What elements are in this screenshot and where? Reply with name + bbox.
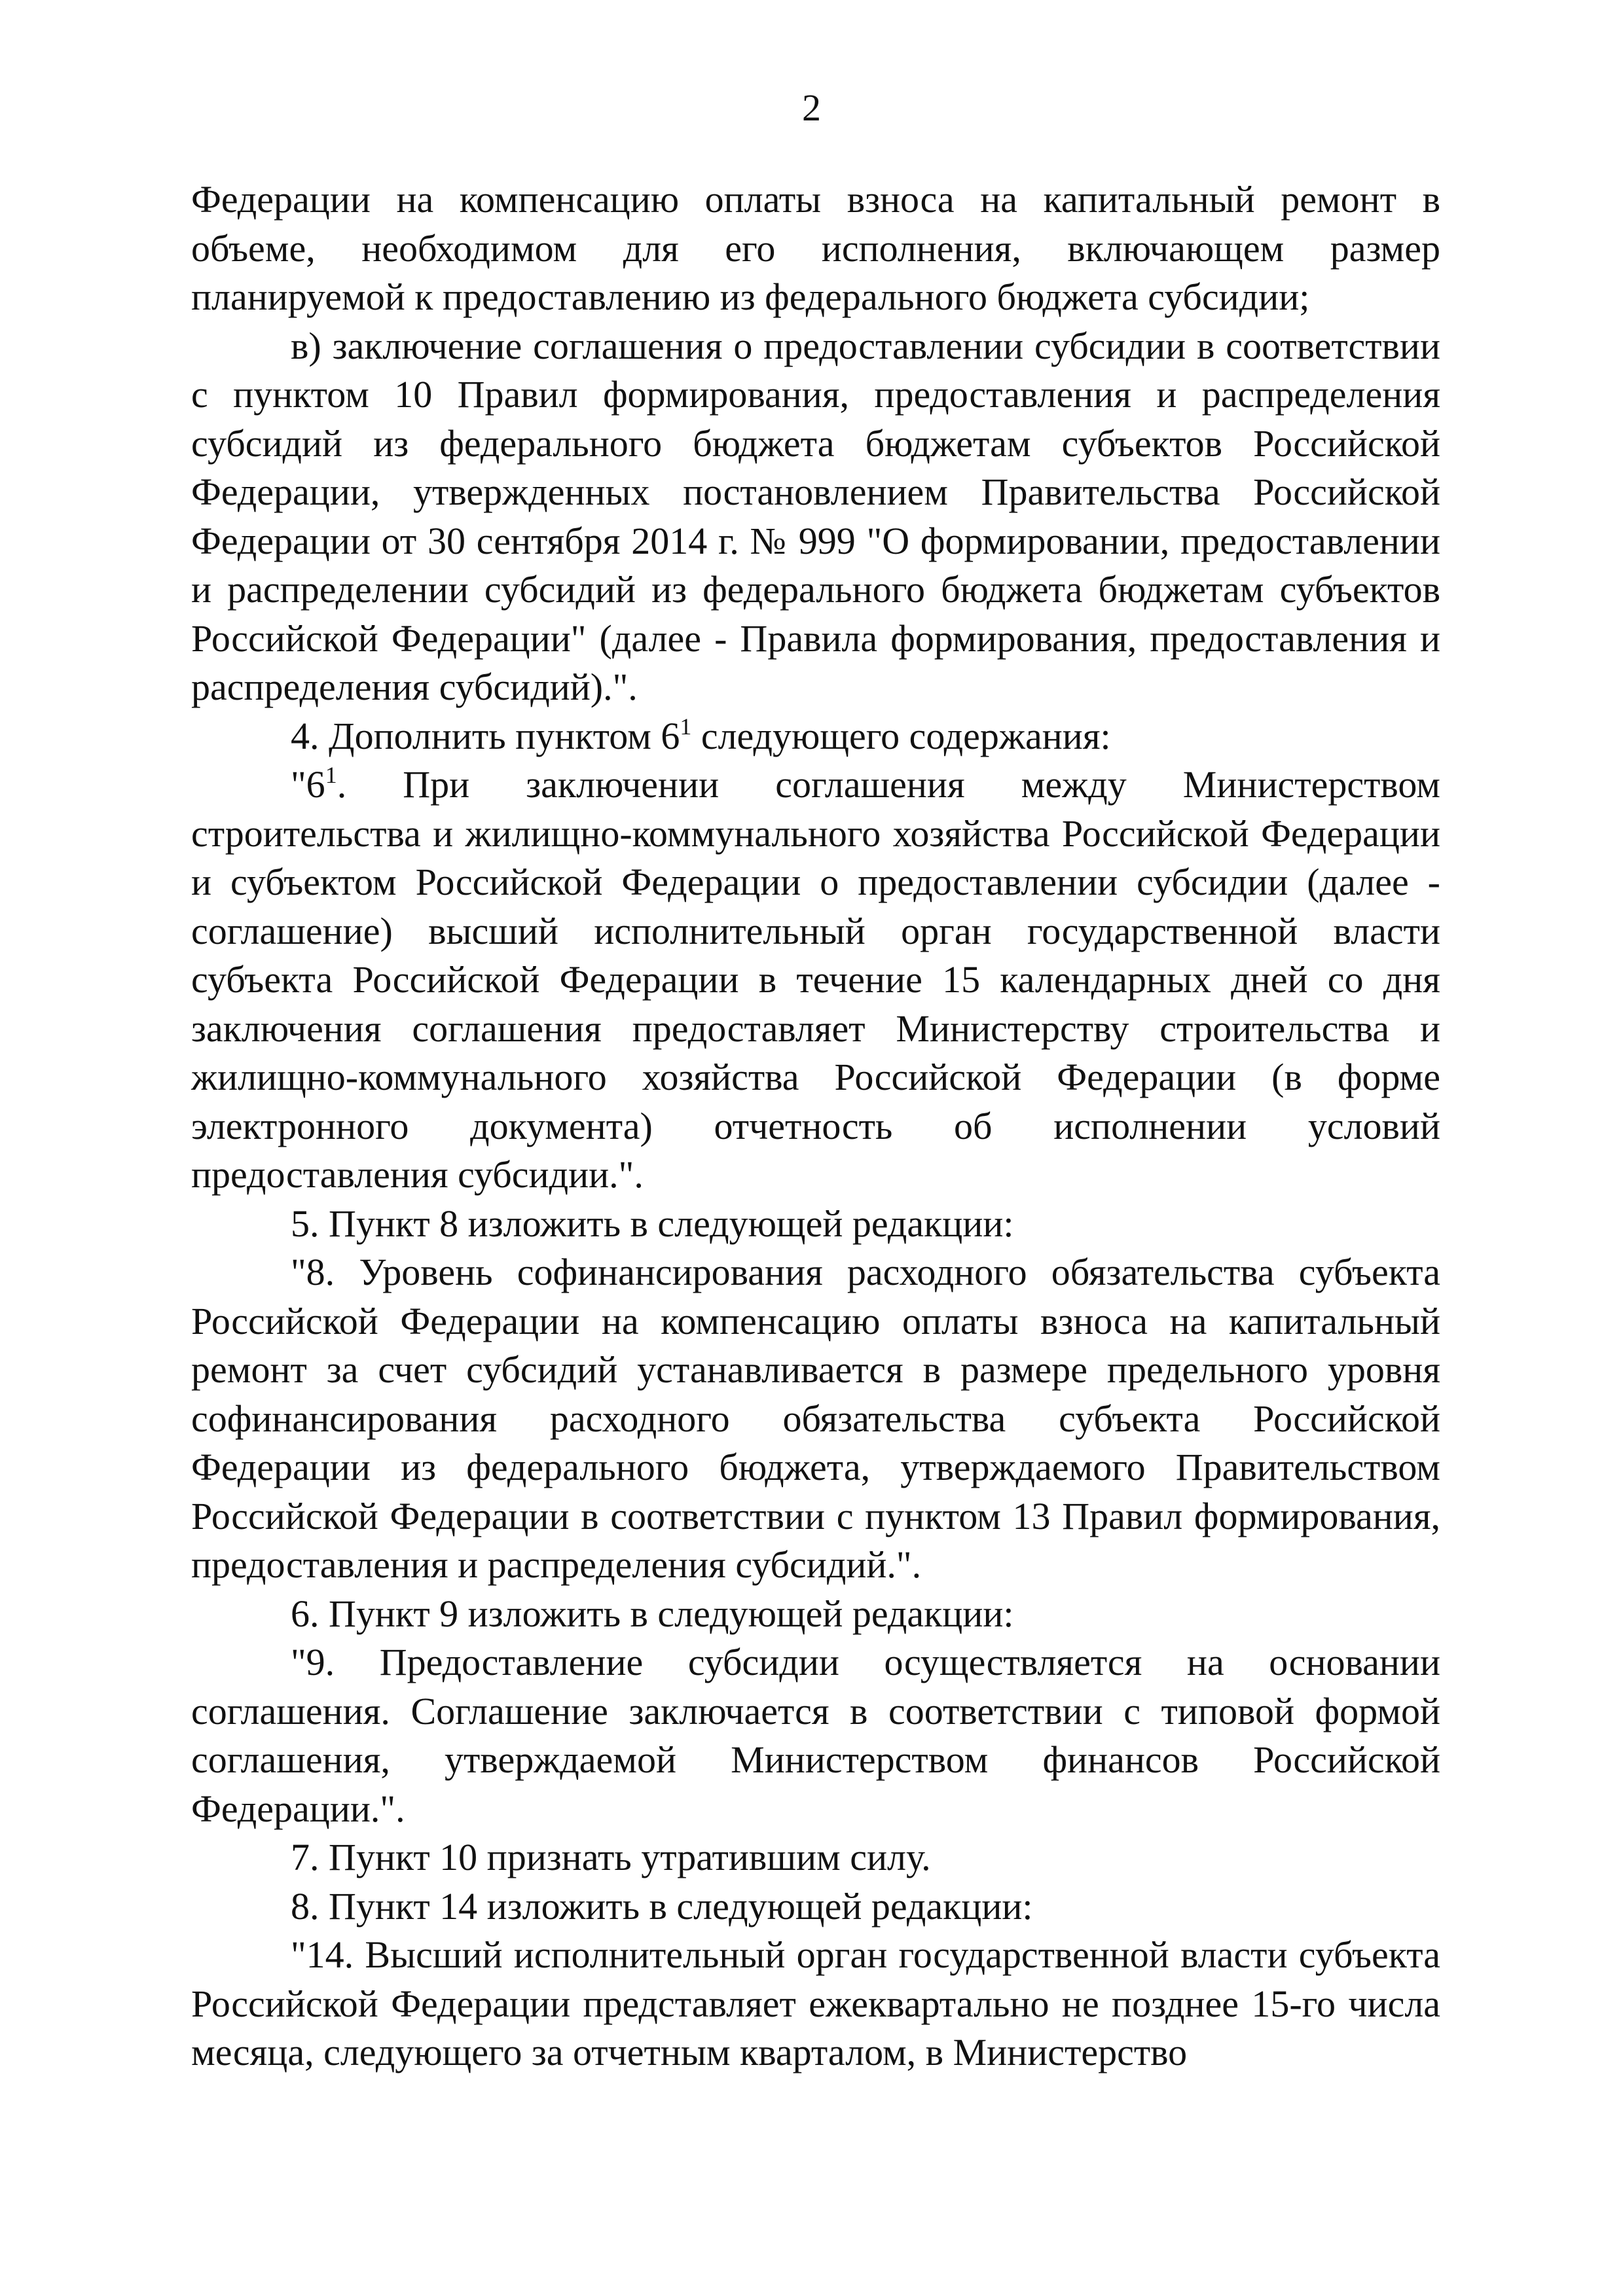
document-body: [191, 175, 1440, 2077]
paragraph-clause-6-1: [191, 761, 1440, 1200]
paragraph-clause-6-1-text-before: "6: [291, 763, 325, 806]
paragraph-item-8: 8. Пункт 14 изложить в следующей редакции:: [291, 1884, 1033, 1928]
superscript-marker: 1: [680, 713, 692, 740]
paragraph-item-6: 6. Пункт 9 изложить в следующей редакции:: [291, 1592, 1014, 1635]
paragraph-item-v: в) заключение соглашения о предоставлении субсидии в соответствии с пунктом 10 Правил формирования, предоставления и распределения субсидий из федерального бюджета бюджетам субъектов Российской Федерации, утвержденных постановлением Правительства Российской Федерации от 30 сентября 2014 г. № 999 "О формировании, предоставлении и распределении субсидий из федерального бюджета бюджетам субъектов Российской Федерации" (далее - Правила формирования, предоставления и распределения субсидий).".: [191, 324, 1440, 708]
paragraph-item-4-text-after: следующего содержания:: [691, 714, 1111, 757]
paragraph-clause-8: "8. Уровень софинансирования расходного обязательства субъекта Российской Федерации на компенсацию оплаты взноса на капитальный ремонт за счет субсидий устанавливается в размере предельного уровня софинансирования расходного обязательства субъекта Российской Федерации из федерального бюджета, утверждаемого Правительством Российской Федерации в соответствии с пунктом 13 Правил формирования, предоставления и распределения субсидий.".: [191, 1251, 1440, 1586]
paragraph-clause-9: "9. Предоставление субсидии осуществляется на основании соглашения. Соглашение заключается в соответствии с типовой формой соглашения, утверждаемой Министерством финансов Российской Федерации.".: [191, 1641, 1440, 1830]
paragraph-clause-14: "14. Высший исполнительный орган государственной власти субъекта Российской Федерации представляет ежеквартально не позднее 15-го числа месяца, следующего за отчетным кварталом, в Министерство: [191, 1933, 1440, 2073]
paragraph-continuation: Федерации на компенсацию оплаты взноса на капитальный ремонт в объеме, необходимом для его исполнения, включающем размер планируемой к предоставлению из федерального бюджета субсидии;: [191, 178, 1440, 318]
paragraph-item-7: 7. Пункт 10 признать утратившим силу.: [291, 1836, 931, 1878]
paragraph-item-4: [191, 712, 1440, 761]
paragraph-clause-6-1-text-after: . При заключении соглашения между Министерством строительства и жилищно-коммунального хозяйства Российской Федерации и субъектом Российской Федерации о предоставлении субсидии (далее - соглашение) высший исполнительный орган государственной власти субъекта Российской Федерации в течение 15 календарных дней со дня заключения соглашения предоставляет Министерству строительства и жилищно-коммунального хозяйства Российской Федерации (в форме электронного документа) отчетность об исполнении условий предоставления субсидии.".: [191, 763, 1440, 1196]
superscript-marker: 1: [325, 762, 337, 788]
page-number: 2: [802, 86, 821, 129]
paragraph-item-4-text-before: 4. Дополнить пунктом 6: [291, 714, 680, 757]
paragraph-item-5: 5. Пункт 8 изложить в следующей редакции:: [291, 1202, 1014, 1245]
